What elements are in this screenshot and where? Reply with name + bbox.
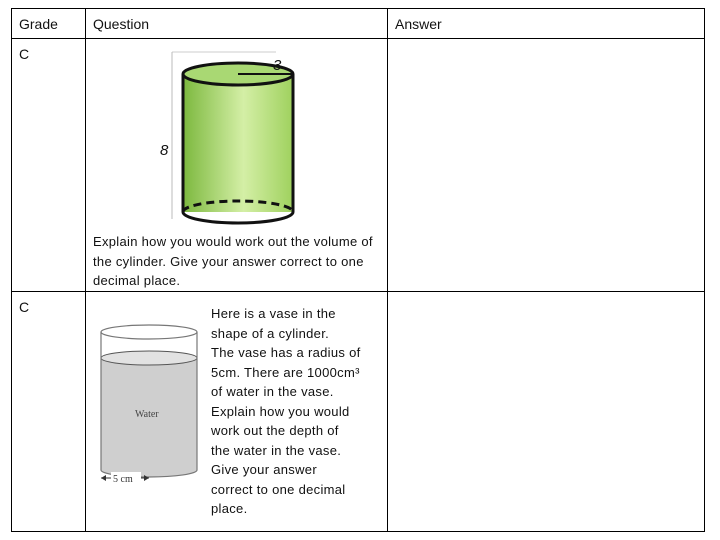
question-cell	[86, 292, 388, 532]
answer-cell	[388, 39, 705, 292]
answer-cell	[388, 292, 705, 532]
grade-cell	[12, 39, 86, 292]
water-label: Water	[135, 409, 159, 420]
grade-header: Grade	[12, 9, 86, 39]
table-row	[12, 39, 705, 292]
header-row	[12, 9, 705, 39]
question-text: Explain how you would work out the volume of the cylinder. Give your answer correct to one decimal place.	[93, 234, 373, 288]
grade-value: C	[19, 46, 30, 62]
question-table	[11, 8, 705, 532]
cylinder-figure	[116, 47, 316, 227]
answer-header: Answer	[388, 9, 705, 39]
question-cell	[86, 39, 388, 292]
grade-cell	[12, 292, 86, 532]
radius-label: 5 cm	[113, 474, 133, 485]
question-text: Here is a vase in the shape of a cylinder. The vase has a radius of 5cm. There are 1000cm³ of water in the vase. Explain how you would work out the depth of the water in the vase. Give your answer correct to one decimal place.	[211, 306, 361, 516]
grade-value: C	[19, 299, 30, 315]
vase-figure	[94, 318, 214, 498]
radius-label: 3	[273, 57, 282, 74]
question-header: Question	[86, 9, 388, 39]
table-row	[12, 292, 705, 532]
height-label: 8	[160, 142, 169, 159]
